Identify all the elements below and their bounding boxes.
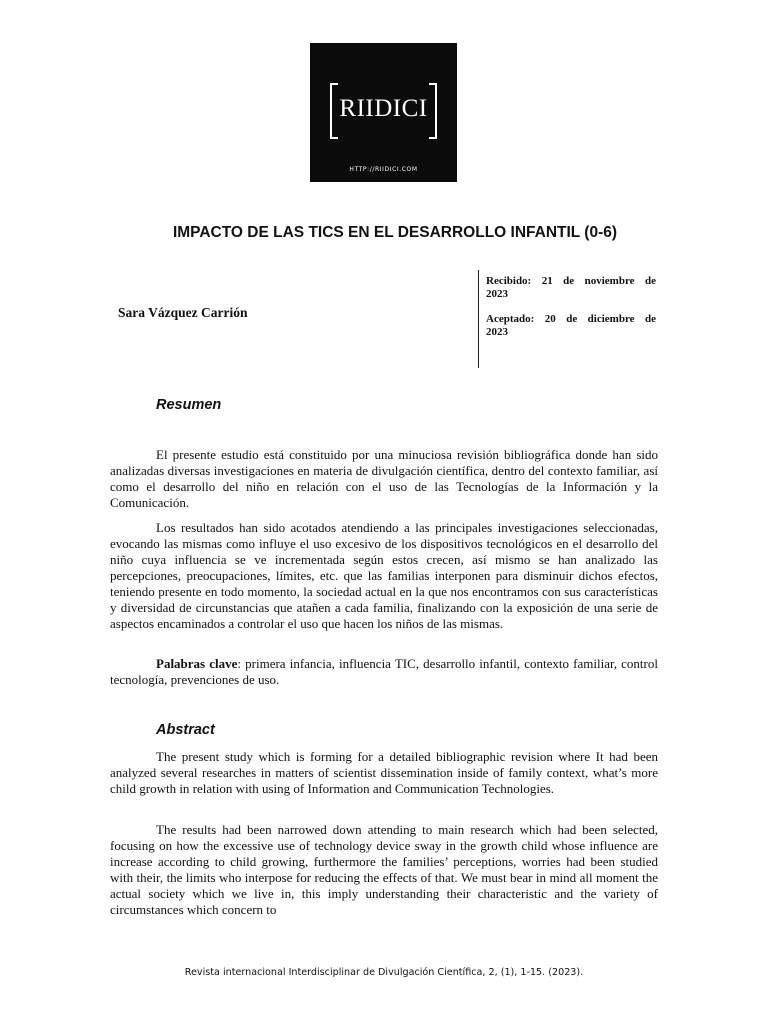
paper-title: IMPACTO DE LAS TICS EN EL DESARROLLO INFANTIL (0-6)	[172, 224, 618, 241]
abstract-paragraph-2: The results had been narrowed down attending to main research which had been selected, focusing on how the excessive use of technology device sway in the growth child whose influence are increase according to child growing, furthermore the families’ perceptions, worries had been studied with their, the limits who interpose for reducing the effects of that. We must bear in mind all moment the actual society which we live in, this imply understanding their characteristic and the variety of circumstances which concern to	[110, 822, 658, 917]
resumen-heading: Resumen	[156, 397, 222, 413]
received-date	[486, 275, 656, 301]
resumen-paragraph-2: Los resultados han sido acotados atendiendo a las principales investigaciones seleccionadas, evocando las mismas como influye el uso excesivo de los dispositivos tecnológicos en el desarrollo del niño cuya influencia se ve incrementada según estos crecen, así mismo se han analizado las percepciones, preocupaciones, límites, etc. que las familias interponen para disminuir dichos efectos, teniendo presente en todo momento, la sociedad actual en la que nos encontramos con sus características y diversidad de circunstancias que atañen a cada familia, finalizando con la exposición de una serie de aspectos encaminados a controlar el uso que hacen los niños de las mismas.	[110, 520, 658, 631]
accepted-year: 2023	[486, 326, 508, 338]
resumen-paragraph-1: El presente estudio está constituido por una minuciosa revisión bibliográfica donde han sido analizadas diversas investigaciones en materia de divulgación científica, dentro del contexto familiar, así como el desarrollo del niño en relación con el uso de las Tecnologías de la Información y la Comunicación.	[110, 447, 658, 510]
logo-right-bracket	[429, 83, 437, 139]
keywords-label: Palabras clave	[156, 656, 238, 671]
logo-url: HTTP://RIIDICI.COM	[349, 166, 418, 173]
page-footer: Revista internacional Interdisciplinar de Divulgación Científica, 2, (1), 1-15. (2023).	[184, 967, 584, 978]
abstract-heading: Abstract	[156, 722, 215, 738]
dates-divider	[478, 270, 479, 368]
author-name: Sara Vázquez Carrión	[118, 305, 248, 320]
received-year: 2023	[486, 288, 508, 300]
abstract-paragraph-1: The present study which is forming for a detailed bibliographic revision where It had been analyzed several researches in matters of scientist dissemination inside of family context, what’s more child growth in relation with using of Information and Communication Technologies.	[110, 749, 658, 796]
received-label: Recibido: 21 de noviembre de	[486, 275, 656, 287]
accepted-label: Aceptado: 20 de diciembre de	[486, 313, 656, 325]
logo-name: RIIDICI	[339, 95, 428, 122]
journal-logo	[310, 43, 457, 182]
keywords-text: : primera infancia, influencia TIC, desarrollo infantil, contexto familiar, control tecnología, prevenciones de uso.	[110, 656, 658, 687]
keywords-paragraph	[110, 656, 658, 688]
accepted-date	[486, 313, 656, 339]
